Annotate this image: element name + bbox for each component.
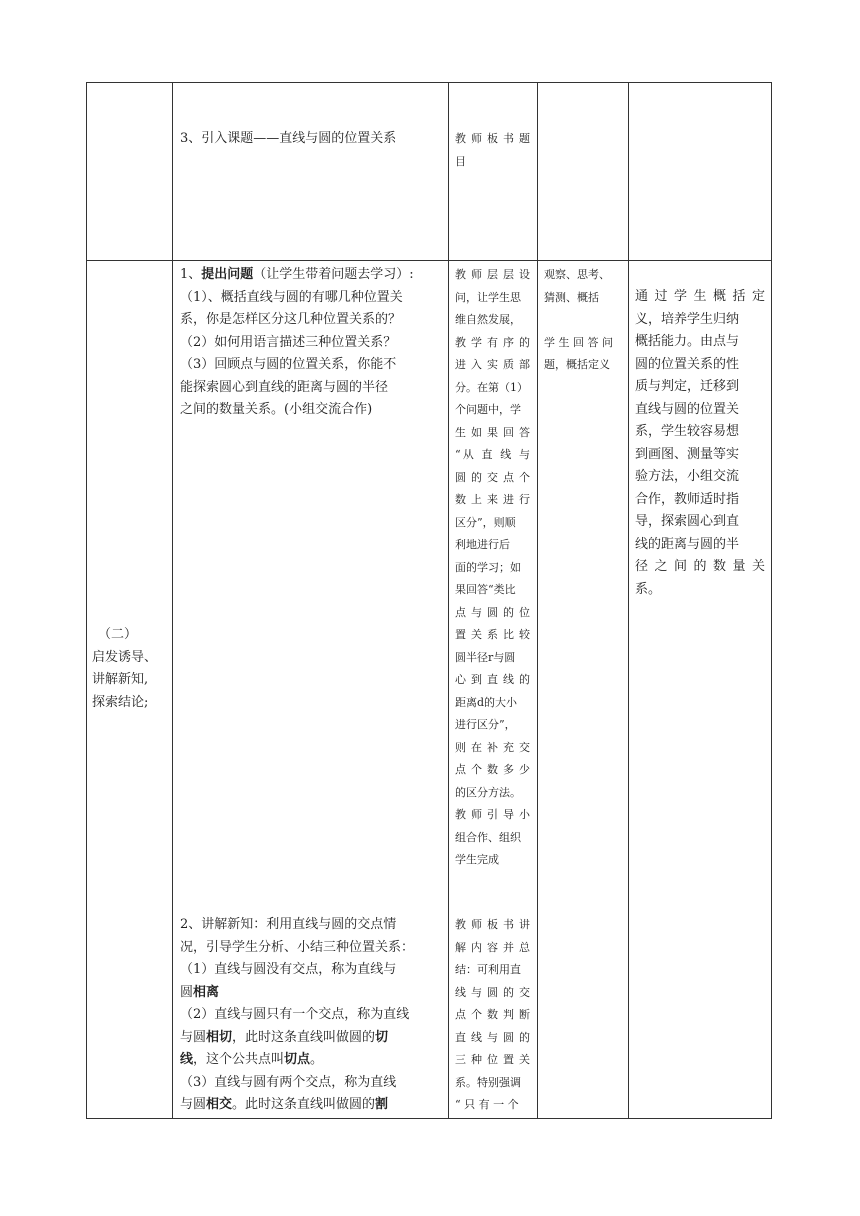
- term-tangent-point: 切点: [284, 1052, 311, 1067]
- new-knowledge-line: 圆相离: [180, 984, 220, 1000]
- design-intent-cell: [635, 286, 765, 601]
- student-activity-line: 观察、思考、: [544, 268, 610, 281]
- teacher-activity-line: 数 上 来 进 行: [455, 493, 530, 506]
- teacher-activity-line: 生 如 果 回 答: [455, 425, 530, 439]
- content-part2-cell: [180, 914, 442, 1117]
- teacher-activity-line: 利地进行后: [455, 538, 510, 551]
- teacher-activity-line: 进行区分”，: [455, 718, 516, 731]
- teacher-activity-line: 维自然发展，: [455, 313, 521, 326]
- teacher-activity-line: 圆 的 交 点 个: [455, 470, 530, 484]
- student-activity-line: [544, 309, 624, 332]
- question-line: （2）如何用语言描述三种位置关系？: [180, 334, 397, 350]
- teacher-activity-line: 问，让学生思: [455, 290, 521, 304]
- table-bottom-border: [86, 1118, 772, 1119]
- design-intent-line: 系，学生较容易想: [635, 424, 740, 439]
- new-knowledge-line: 2、讲解新知：利用直线与圆的交点情: [180, 917, 397, 932]
- design-intent-line: 合作，教师适时指: [635, 491, 740, 507]
- column-border: [771, 82, 772, 1119]
- teacher-activity-line: 的区分方法。: [455, 785, 521, 799]
- question-line: 系，你是怎样区分这几种位置关系的？: [180, 312, 402, 327]
- new-knowledge-line: （3）直线与圆有两个交点，称为直线: [180, 1074, 397, 1090]
- row1-content-cell: [180, 128, 442, 151]
- stage-label: 探索结论;: [92, 694, 149, 710]
- teacher-activity-line: 组合作、组织: [455, 830, 521, 844]
- student-activity-line: 学 生 回 答 问: [544, 335, 613, 349]
- teacher-activity-line: 则 在 补 充 交: [455, 740, 530, 754]
- new-knowledge-line: 线，这个公共点叫切点。: [180, 1052, 324, 1067]
- teacher-activity-line: 教 师 层 层 设: [455, 268, 530, 281]
- teacher-activity-line: 线 与 圆 的 交: [455, 985, 530, 999]
- teacher-activity-line: “ 只 有 一 个: [455, 1098, 519, 1111]
- teacher-activity-line: 距离d的大小: [455, 695, 518, 709]
- design-intent-line: 到画图、测量等实: [635, 446, 740, 462]
- teacher-activity-line: 系。特别强调: [455, 1075, 521, 1089]
- teacher-activity-line: 点 与 圆 的 位: [455, 605, 530, 619]
- design-intent-line: 圆的位置关系的性: [635, 356, 740, 372]
- teacher-activity-line: 教 师 板 书 题: [455, 132, 530, 145]
- new-knowledge-line: 与圆相交。此时这条直线叫做圆的割: [180, 1097, 389, 1112]
- new-knowledge-line: 与圆相切，此时这条直线叫做圆的切: [180, 1029, 389, 1045]
- teacher-activity-line: 置 关 系 比 较: [455, 628, 530, 641]
- teacher-activity-line: 目: [455, 154, 466, 168]
- design-intent-line: 线的距离与圆的半: [635, 536, 740, 552]
- term-tangent: 相切: [206, 1029, 233, 1045]
- teacher-activity-line: 圆半径r与圆: [455, 650, 516, 664]
- teacher-activity-line: 教 师 板 书 讲: [455, 918, 530, 931]
- new-knowledge-line: （1）直线与圆没有交点，称为直线与: [180, 962, 397, 977]
- stage-label: 讲解新知,: [92, 672, 149, 687]
- design-intent-line: 直线与圆的位置关: [635, 401, 740, 417]
- design-intent-line: 系。: [635, 581, 662, 597]
- student-activity-line: 题，概括定义: [544, 358, 610, 371]
- topic-intro-text: 3、引入课题——直线与圆的位置关系: [180, 131, 397, 146]
- teacher-activity-line: 直 线 与 圆 的: [455, 1030, 530, 1044]
- column-border: [537, 82, 538, 1119]
- teacher-activity-line: 区分”，则顺: [455, 515, 516, 529]
- teacher-activity-line: 分。在第（1）: [455, 380, 528, 394]
- question-heading-title: 提出问题: [201, 267, 254, 282]
- teacher-activity-line: 个问题中，学: [455, 403, 521, 416]
- column-border: [86, 82, 87, 1119]
- teacher-activity-line: 心 到 直 线 的: [455, 673, 530, 686]
- teacher-activity-cell: [455, 264, 530, 872]
- question-line: （1）、概括直线与圆的有哪几种位置关: [180, 289, 403, 305]
- teacher-activity-line: 点 个 数 判 断: [455, 1008, 530, 1021]
- teacher-activity-line: 解 内 容 并 总: [455, 940, 530, 954]
- design-intent-line: 概括能力。由点与: [635, 334, 740, 349]
- design-intent-line: 质与判定，迁移到: [635, 379, 740, 394]
- content-part1-cell: [180, 264, 442, 422]
- question-line: 之间的数量关系。(小组交流合作): [180, 402, 373, 417]
- design-intent-line: 义，培养学生归纳: [635, 311, 740, 327]
- teacher-activity-line: 三 种 位 置 关: [455, 1053, 530, 1066]
- question-heading: 1、提出问题（让学生带着问题去学习）:: [180, 267, 414, 282]
- teacher-activity-line: 进 入 实 质 部: [455, 358, 530, 371]
- teacher-activity-cell-2: [455, 914, 530, 1117]
- term-separate: 相离: [193, 984, 220, 1000]
- student-activity-cell: [544, 264, 624, 377]
- teacher-activity-line: “从 直 线 与: [455, 448, 530, 461]
- design-intent-line: 通 过 学 生 概 括 定: [635, 289, 765, 304]
- student-activity-line: 猜测、概括: [544, 290, 599, 304]
- teacher-activity-line: 学生完成: [455, 853, 499, 866]
- column-border: [172, 82, 173, 1119]
- teacher-activity-line: 教 师 引 导 小: [455, 808, 530, 821]
- term-intersect: 相交: [206, 1097, 233, 1112]
- new-knowledge-line: 况，引导学生分析、小结三种位置关系：: [180, 939, 415, 955]
- column-border: [628, 82, 629, 1119]
- stage-number: （二）: [98, 627, 138, 642]
- design-intent-line: 导，探索圆心到直: [635, 514, 740, 529]
- column-border: [448, 82, 449, 1119]
- teacher-activity-line: 教 学 有 序 的: [455, 335, 530, 349]
- teacher-activity-line: 果回答“类比: [455, 583, 516, 596]
- row-divider: [86, 260, 772, 261]
- teacher-activity-line: 结：可利用直: [455, 963, 521, 976]
- design-intent-line: 验方法，小组交流: [635, 469, 740, 484]
- row1-teacher-cell: [455, 128, 530, 173]
- stage-cell: [92, 624, 170, 714]
- teacher-activity-line: 点 个 数 多 少: [455, 763, 530, 776]
- question-line: 能探索圆心到直线的距离与圆的半径: [180, 379, 389, 395]
- table-top-border: [86, 82, 772, 83]
- design-intent-line: 径 之 间 的 数 量 关: [635, 559, 765, 574]
- new-knowledge-line: （2）直线与圆只有一个交点，称为直线: [180, 1007, 410, 1022]
- stage-label: 启发诱导、: [92, 649, 158, 665]
- question-line: （3）回顾点与圆的位置关系，你能不: [180, 357, 397, 372]
- teacher-activity-line: 面的学习；如: [455, 560, 521, 574]
